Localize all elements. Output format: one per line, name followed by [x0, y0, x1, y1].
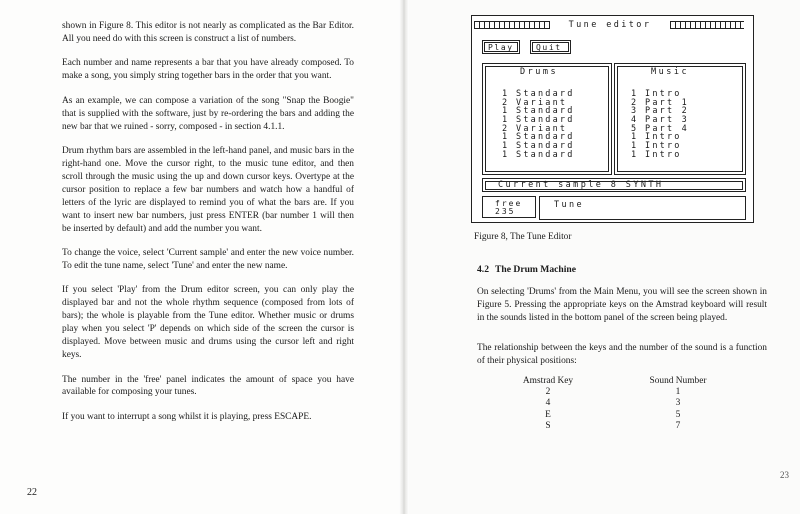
paragraph: The number in the 'free' panel indicates the amount of space you have available for composing your tunes. [62, 374, 354, 398]
left-page-text [62, 20, 354, 435]
music-heading: Music [651, 67, 690, 77]
drums-panel[interactable] [482, 63, 612, 175]
paragraph: To change the voice, select 'Current sample' and enter the new voice number. To edit the tune name, select 'Tune' and enter the new name. [62, 248, 354, 271]
page-number-right: 23 [780, 470, 789, 480]
drums-list [502, 90, 575, 160]
list-item[interactable]: 4 Part 3 [631, 115, 689, 126]
list-item[interactable]: 1 Standard [502, 149, 575, 160]
list-item[interactable]: 1 Intro [631, 141, 682, 152]
table-row [508, 398, 728, 409]
table-row [508, 410, 728, 421]
section-heading [477, 264, 576, 275]
table-cell: 3 [675, 398, 681, 409]
list-item[interactable]: 1 Standard [502, 89, 575, 99]
list-item[interactable]: 5 Part 4 [631, 123, 689, 134]
column-header: Amstrad Key [522, 376, 574, 386]
list-item[interactable]: 2 Variant [502, 97, 568, 108]
list-item[interactable]: 3 Part 2 [631, 106, 689, 117]
page-number-left: 22 [27, 487, 37, 498]
paragraph: On selecting 'Drums' from the Main Menu, you will see the screen shown in Figure 5. Pressing the appropriate keys on the Amstrad keyboard will result in the sounds listed in the bottom panel of the screen being played. [477, 287, 767, 323]
music-list [631, 90, 689, 160]
quit-button-label: Quit [532, 42, 569, 52]
table-cell: 7 [675, 420, 681, 431]
drums-heading: Drums [520, 67, 559, 77]
table-cell: S [545, 420, 551, 431]
free-value: 235 [495, 207, 516, 216]
table-row [508, 387, 728, 398]
table-row [508, 421, 728, 432]
column-header: Sound Number [649, 376, 707, 386]
screen-title-bar [474, 20, 750, 34]
paragraph: The relationship between the keys and the number of the sound is a function of their physical positions: [477, 343, 767, 366]
list-item[interactable]: 1 Intro [631, 149, 682, 160]
list-item[interactable]: 2 Part 1 [631, 97, 689, 108]
quit-button[interactable] [530, 40, 571, 54]
table-cell: 5 [675, 409, 681, 420]
table-header [508, 376, 728, 387]
tune-label: Tune [554, 200, 585, 210]
play-button[interactable] [482, 40, 520, 54]
tune-editor-screenshot [471, 15, 754, 223]
tune-name-field[interactable] [539, 196, 746, 220]
decorative-pattern [670, 21, 744, 29]
book-gutter [399, 0, 409, 514]
key-sound-table [508, 376, 728, 432]
figure-caption: Figure 8, The Tune Editor [474, 232, 572, 242]
table-cell: 2 [545, 387, 551, 398]
section-number: 4.2 [477, 264, 489, 275]
table-cell: E [545, 409, 551, 420]
list-item[interactable]: 1 Standard [502, 132, 575, 143]
list-item[interactable]: 1 Standard [502, 115, 575, 126]
list-item[interactable]: 1 Standard [502, 141, 575, 152]
paragraph: If you want to interrupt a song whilst it is playing, press ESCAPE. [62, 411, 312, 422]
current-sample-text: Current sample 8 SYNTH [498, 180, 664, 190]
section-title: The Drum Machine [495, 264, 577, 275]
free-readout [495, 200, 522, 216]
music-panel[interactable] [614, 63, 746, 175]
paragraph: Each number and name represents a bar that you have already composed. To make a song, you simply string together bars in the order that you want. [62, 58, 354, 82]
paragraph: If you select 'Play' from the Drum editor screen, you can only play the displayed bar and not the whole rhythm sequence (composed from lots of bars); the whole is playable from the Tune editor. Whether music or drums play when you select 'P' depends on which side of the screen the cursor is displayed. Move between music and drums using the cursor left and right keys. [62, 285, 354, 360]
play-button-label: Play [484, 42, 518, 52]
screen-title: Tune editor [568, 20, 652, 30]
paragraph: As an example, we can compose a variation of the song "Snap the Boogie" that is supplied with the software, just by re-ordering the bars and adding the new bar that we ruined - sorry, composed - in section 4.1.1. [62, 95, 354, 132]
list-item[interactable]: 1 Standard [502, 106, 575, 117]
free-label: free [495, 199, 523, 208]
decorative-pattern [474, 21, 550, 29]
list-item[interactable]: 1 Intro [631, 132, 682, 143]
free-panel [482, 196, 536, 218]
list-item[interactable]: 1 Intro [631, 89, 682, 99]
paragraph: shown in Figure 8. This editor is not nearly as complicated as the Bar Editor. All you need do with this screen is construct a list of numbers. [62, 21, 354, 44]
table-cell: 1 [675, 387, 681, 398]
table-cell: 4 [545, 398, 551, 409]
list-item[interactable]: 2 Variant [502, 123, 568, 134]
paragraph: Drum rhythm bars are assembled in the left-hand panel, and music bars in the right-hand one. Move the cursor right, to the music tune editor, and then scroll through the music using the up and down cursor keys. Overtype at the cursor position to replace a few bar numbers and watch how a handful of letters of the lyric are displayed to remind you of what the bars are. If you want to insert new bar numbers, just press ENTER (bar number 1 will then be inserted by default) and add the number you want. [62, 146, 354, 234]
current-sample-field[interactable] [482, 178, 746, 192]
